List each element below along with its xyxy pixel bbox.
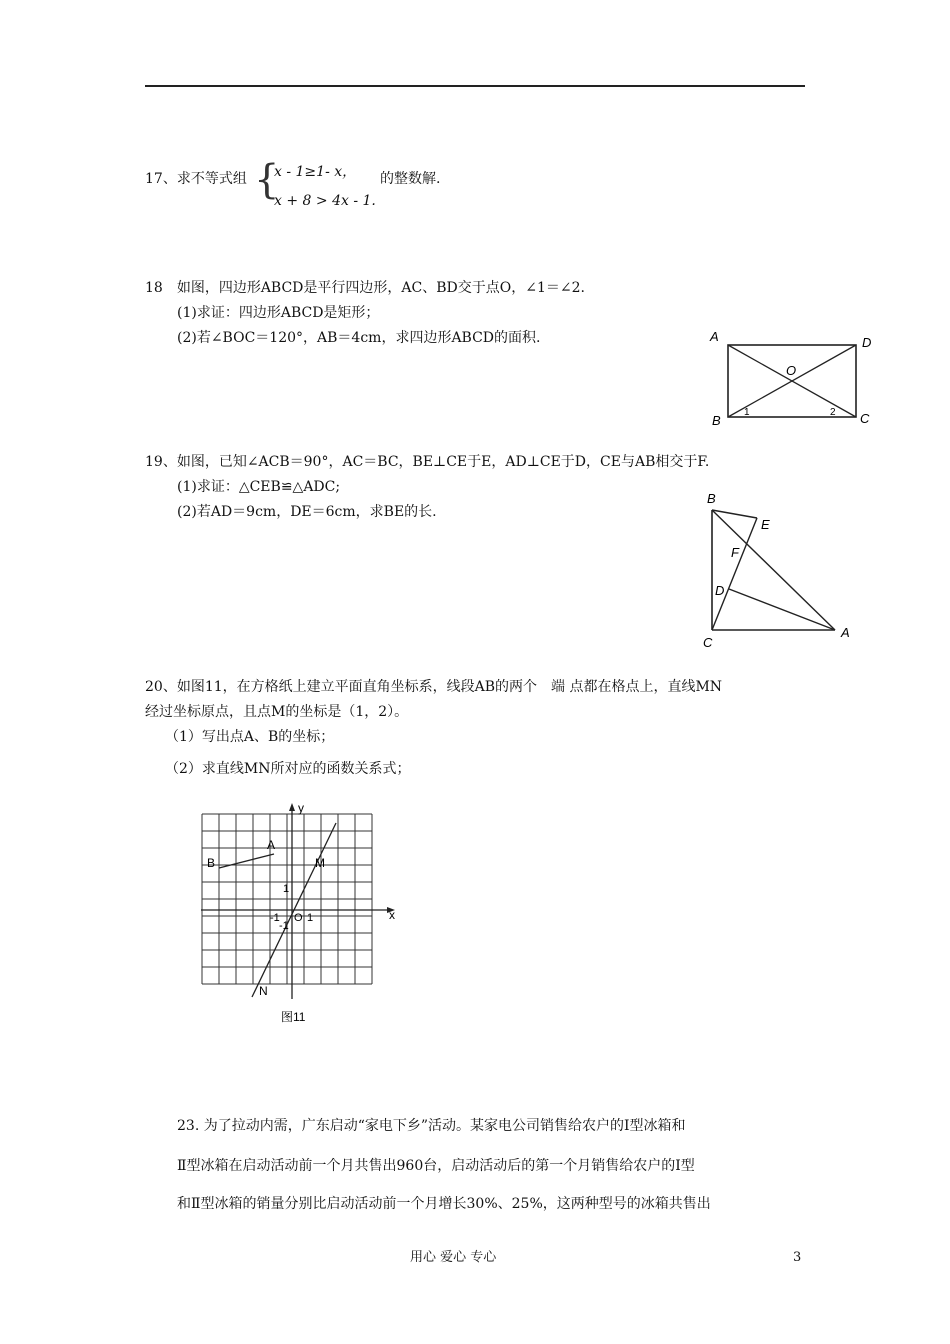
- q18-rectangle-figure: [700, 325, 895, 435]
- y-neg-one-label: -1: [279, 920, 289, 932]
- y-axis-arrow-icon: [289, 803, 295, 811]
- q18-line-1: 18 如图，四边形ABCD是平行四边形，AC、BD交于点O，∠1＝∠2.: [145, 280, 585, 296]
- grid-lines: [202, 814, 372, 984]
- q20-line-2: 经过坐标原点，且点M的坐标是（1，2）。: [145, 704, 409, 720]
- origin-label: O: [294, 912, 303, 924]
- label-d: D: [862, 335, 872, 350]
- point-m-label: M: [315, 856, 325, 870]
- q18-line-3: (2)若∠BOC＝120°，AB＝4cm，求四边形ABCD的面积.: [177, 330, 541, 346]
- system-brace: {: [254, 157, 280, 203]
- q17-inequality-2: x + 8 > 4x - 1.: [274, 193, 376, 209]
- q19-line-1: 19、如图，已知∠ACB＝90°，AC＝BC，BE⊥CE于E，AD⊥CE于D，CE与AB相交于F.: [145, 454, 710, 470]
- segment-ab: [712, 510, 835, 630]
- label-a: A: [841, 625, 850, 640]
- q23-line-2: Ⅱ型冰箱在启动活动前一个月共售出960台，启动活动后的第一个月销售给农户的Ⅰ型: [177, 1158, 695, 1174]
- q17-suffix: 的整数解.: [380, 171, 441, 187]
- footer-motto: 用心 爱心 专心: [410, 1250, 497, 1265]
- segment-ab: [219, 854, 274, 868]
- q17-inequality-1: x - 1≥1- x，: [274, 164, 357, 180]
- y-axis-label: y: [298, 801, 304, 815]
- q20-coordinate-grid-figure: [195, 797, 415, 1027]
- label-c: C: [703, 635, 713, 650]
- point-n-label: N: [259, 984, 268, 998]
- q23-line-3: 和Ⅱ型冰箱的销量分别比启动活动前一个月增长30%、25%，这两种型号的冰箱共售出: [177, 1196, 711, 1212]
- page-number: 3: [793, 1250, 802, 1265]
- label-b: B: [707, 491, 716, 506]
- q20-line-3: （1）写出点A、B的坐标；: [165, 729, 335, 745]
- x-axis-label: x: [389, 908, 395, 922]
- angle-2-label: 2: [830, 407, 836, 418]
- segment-ad: [729, 589, 835, 630]
- q19-line-3: (2)若AD＝9cm，DE＝6cm，求BE的长.: [177, 504, 437, 520]
- label-b: B: [712, 413, 721, 428]
- label-d: D: [715, 583, 725, 598]
- x-neg-one-label: -1: [270, 912, 280, 924]
- angle-1-label: 1: [744, 407, 750, 418]
- q20-line-4: （2）求直线MN所对应的函数关系式；: [165, 761, 411, 777]
- q19-line-2: (1)求证：△CEB≌△ADC;: [177, 479, 341, 495]
- q17-prefix: 17、求不等式组: [145, 171, 247, 187]
- q20-line-1: 20、如图11，在方格纸上建立平面直角坐标系，线段AB的两个 端 点都在格点上，直线MN: [145, 679, 723, 695]
- segment-ce: [712, 518, 757, 630]
- label-e: E: [761, 517, 770, 532]
- q23-line-1: 23. 为了拉动内需，广东启动“家电下乡”活动。某家电公司销售给农户的Ⅰ型冰箱和: [177, 1118, 686, 1134]
- y-one-label: 1: [283, 883, 290, 895]
- point-a-label: A: [267, 838, 276, 852]
- label-a: A: [710, 329, 719, 344]
- q18-line-2: (1)求证：四边形ABCD是矩形；: [177, 305, 380, 321]
- label-o: O: [786, 363, 797, 378]
- point-b-label: B: [207, 856, 216, 870]
- figure-caption: 图11: [281, 1010, 306, 1024]
- x-one-label: 1: [307, 912, 314, 924]
- label-f: F: [731, 545, 739, 560]
- label-c: C: [860, 411, 870, 426]
- q19-triangle-figure: [695, 485, 865, 655]
- header-rule: [145, 85, 805, 87]
